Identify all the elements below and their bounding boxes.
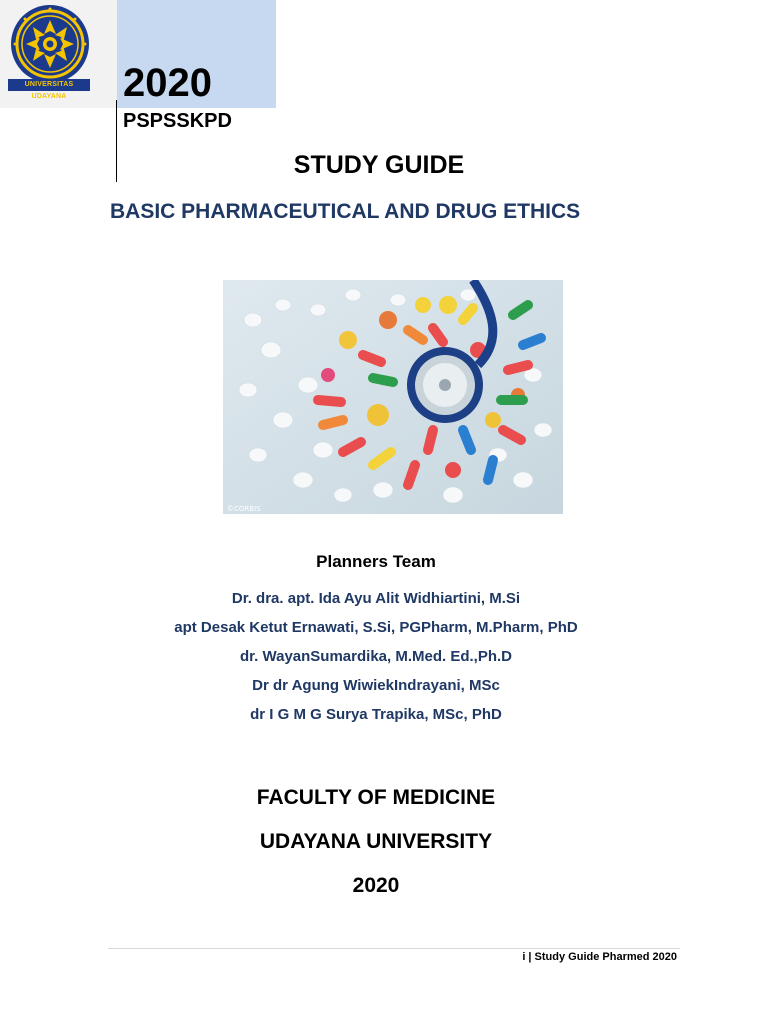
faculty-name: FACULTY OF MEDICINE: [256, 786, 496, 809]
document-type-title: STUDY GUIDE: [293, 151, 465, 179]
header-year: 2020: [123, 61, 212, 105]
university-name: UDAYANA UNIVERSITY: [259, 830, 493, 853]
planner-member: dr. WayanSumardika, M.Med. Ed.,Ph.D: [240, 648, 512, 665]
course-subject-title: BASIC PHARMACEUTICAL AND DRUG ETHICS: [110, 200, 581, 223]
planner-member: dr I G M G Surya Trapika, MSc, PhD: [250, 706, 502, 723]
program-code: PSPSSKPD: [123, 110, 232, 132]
planner-member: apt Desak Ketut Ernawati, S.Si, PGPharm, M.Pharm, PhD: [174, 619, 578, 636]
planner-member: Dr dr Agung WiwiekIndrayani, MSc: [252, 677, 500, 694]
footer-divider: [108, 948, 680, 949]
publication-year: 2020: [352, 874, 400, 897]
page-footer: i | Study Guide Pharmed 2020: [522, 951, 677, 963]
planner-member: Dr. dra. apt. Ida Ayu Alit Widhiartini, M.Si: [231, 590, 521, 607]
planners-heading: Planners Team: [316, 552, 436, 571]
logo-banner-text: UNIVERSITAS UDAYANA: [8, 79, 90, 91]
pills-stethoscope-photo: [223, 280, 563, 514]
photo-watermark: ©CORBIS: [227, 505, 261, 513]
